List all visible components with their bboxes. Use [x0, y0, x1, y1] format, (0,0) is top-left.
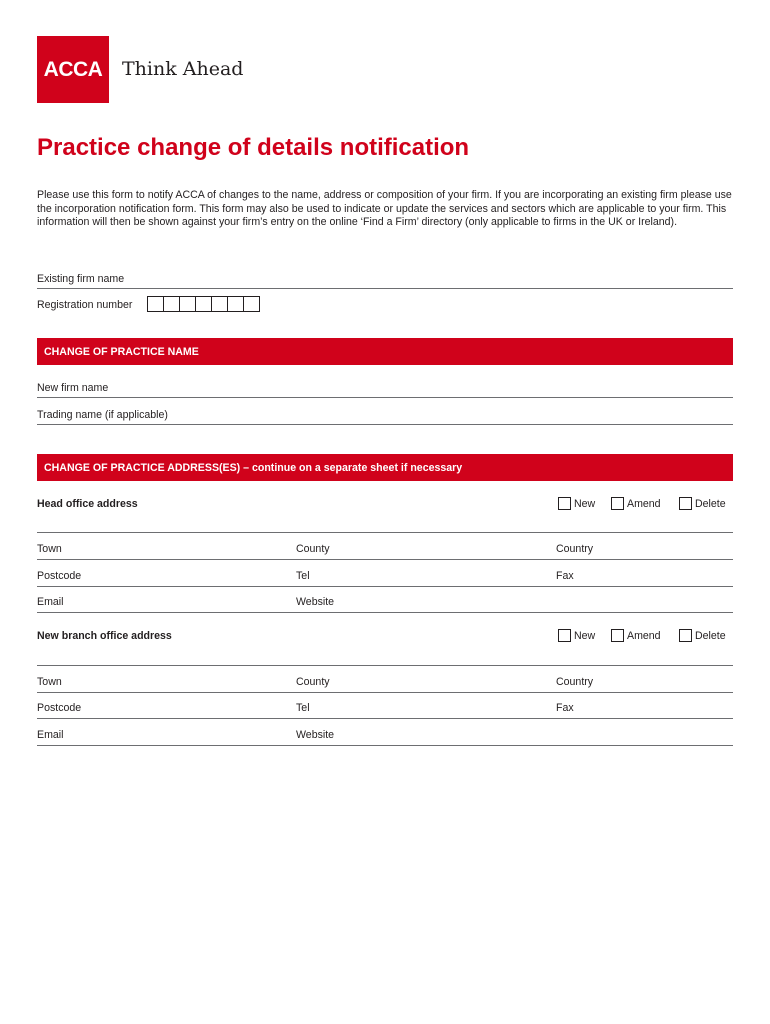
branch-office-amend-option[interactable]	[611, 629, 661, 642]
existing-firm-name-label: Existing firm name	[37, 273, 125, 285]
checkbox[interactable]	[558, 497, 571, 510]
branch-office-label: New branch office address	[37, 630, 172, 642]
practice-address-heading	[37, 454, 733, 481]
existing-firm-name-field[interactable]	[37, 268, 733, 289]
checkbox[interactable]	[679, 497, 692, 510]
option-label: Delete	[695, 497, 726, 510]
intro-text: Please use this form to notify ACCA of changes to the name, address or composition of your firm. If you are incorporating an existing firm please use the incorporation notification form. This form may also be used to indicate or update the services and sectors which are applicable to your firm. This information will then be shown against your firm’s entry on the online ‘Find a Firm’ directory (only applicable to firms in the UK or Ireland).	[37, 189, 732, 229]
branch-office-new-option[interactable]	[558, 629, 595, 642]
branch-office-address-line[interactable]	[37, 643, 733, 666]
tel-label: Tel	[296, 702, 310, 714]
head-office-town-row[interactable]	[37, 537, 733, 560]
logo-text: ACCA	[43, 57, 103, 81]
option-label: New	[574, 497, 596, 510]
checkbox[interactable]	[611, 629, 624, 642]
registration-number-label: Registration number	[37, 299, 133, 311]
page-title: Practice change of details notification	[37, 134, 470, 161]
fax-label: Fax	[556, 702, 574, 714]
town-label: Town	[37, 543, 62, 555]
registration-number-boxes[interactable]	[148, 296, 260, 312]
county-label: County	[296, 543, 330, 555]
new-firm-name-field[interactable]	[37, 377, 733, 398]
head-office-label: Head office address	[37, 498, 138, 510]
head-office-postcode-row[interactable]	[37, 564, 733, 587]
trading-name-field[interactable]	[37, 404, 733, 425]
branch-office-delete-option[interactable]	[679, 629, 726, 642]
reg-digit-box[interactable]	[195, 296, 212, 312]
option-label: Amend	[627, 629, 661, 642]
checkbox[interactable]	[679, 629, 692, 642]
county-label: County	[296, 676, 330, 688]
email-label: Email	[37, 596, 64, 608]
option-label: Delete	[695, 629, 726, 642]
checkbox[interactable]	[558, 629, 571, 642]
reg-digit-box[interactable]	[243, 296, 260, 312]
reg-digit-box[interactable]	[163, 296, 180, 312]
practice-name-heading-text: CHANGE OF PRACTICE NAME	[44, 345, 199, 358]
trading-name-label: Trading name (if applicable)	[37, 409, 168, 421]
branch-office-email-row[interactable]	[37, 723, 733, 746]
head-office-email-row[interactable]	[37, 590, 733, 613]
branch-office-postcode-row[interactable]	[37, 696, 733, 719]
town-label: Town	[37, 676, 62, 688]
country-label: Country	[556, 543, 594, 555]
head-office-address-line[interactable]	[37, 510, 733, 533]
registration-number-row	[37, 294, 733, 314]
branch-office-town-row[interactable]	[37, 670, 733, 693]
postcode-label: Postcode	[37, 702, 82, 714]
practice-name-heading	[37, 338, 733, 365]
tel-label: Tel	[296, 570, 310, 582]
website-label: Website	[296, 729, 335, 741]
fax-label: Fax	[556, 570, 574, 582]
website-label: Website	[296, 596, 335, 608]
acca-logo	[37, 36, 109, 103]
email-label: Email	[37, 729, 64, 741]
new-firm-name-label: New firm name	[37, 382, 109, 394]
head-office-delete-option[interactable]	[679, 497, 726, 510]
reg-digit-box[interactable]	[179, 296, 196, 312]
head-office-amend-option[interactable]	[611, 497, 661, 510]
reg-digit-box[interactable]	[211, 296, 228, 312]
reg-digit-box[interactable]	[227, 296, 244, 312]
head-office-new-option[interactable]	[558, 497, 595, 510]
tagline: Think Ahead	[122, 58, 244, 80]
option-label: Amend	[627, 497, 661, 510]
option-label: New	[574, 629, 596, 642]
postcode-label: Postcode	[37, 570, 82, 582]
practice-address-heading-text: CHANGE OF PRACTICE ADDRESS(ES) – continue on a separate sheet if necessary	[44, 461, 463, 474]
checkbox[interactable]	[611, 497, 624, 510]
country-label: Country	[556, 676, 594, 688]
reg-digit-box[interactable]	[147, 296, 164, 312]
